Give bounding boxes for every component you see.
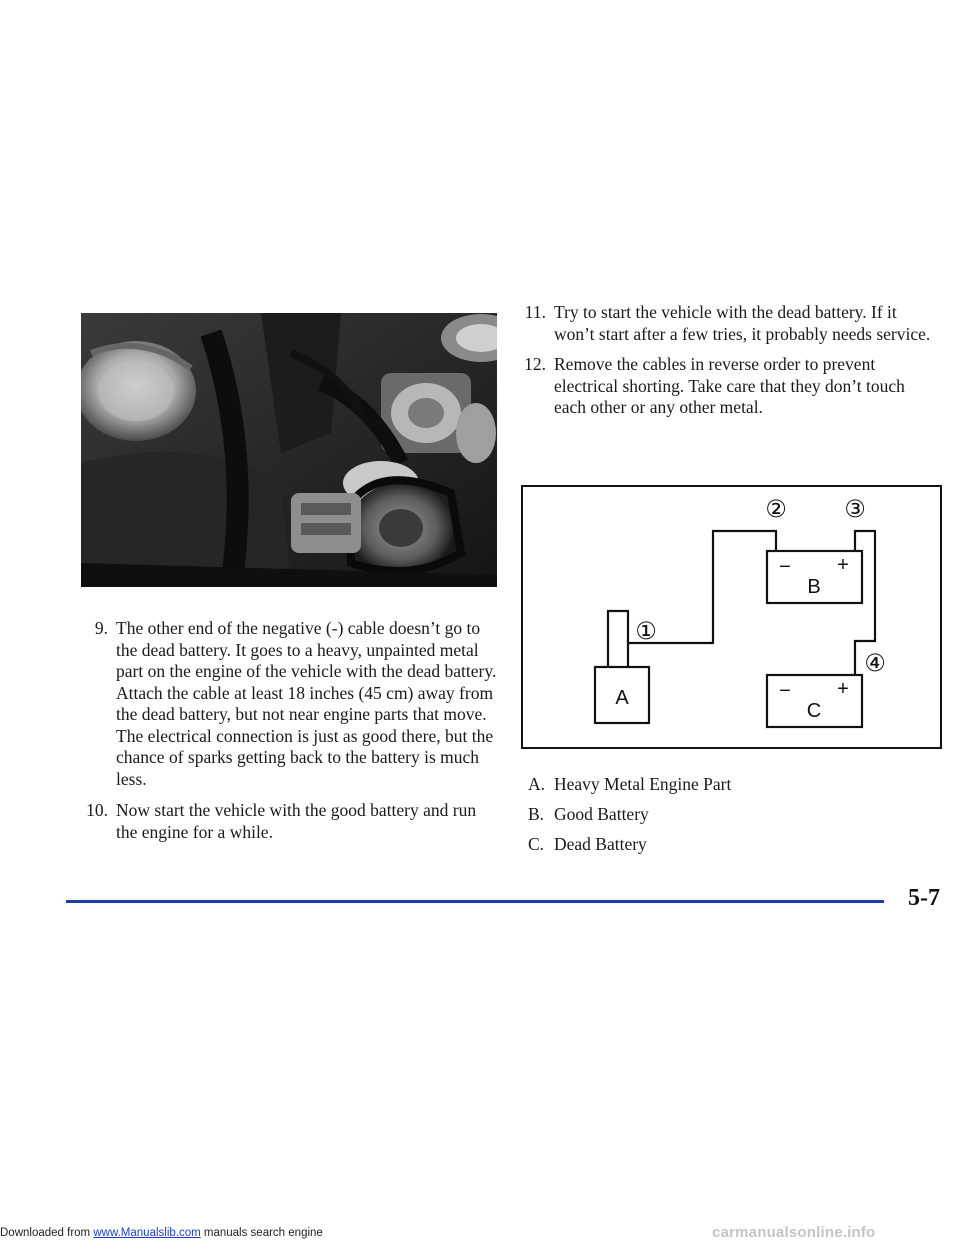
step-12 — [518, 354, 938, 419]
legend-key: A. — [528, 774, 546, 794]
box-c-plus: + — [837, 678, 849, 700]
box-b-minus: − — [779, 556, 791, 578]
box-a-label: A — [615, 687, 629, 709]
page-number: 5-7 — [908, 885, 940, 911]
box-c-minus: − — [779, 680, 791, 702]
jumper-cable-diagram — [521, 485, 942, 749]
box-b-label: B — [807, 576, 821, 598]
step-number: 11. — [524, 302, 546, 322]
legend-label: Heavy Metal Engine Part — [554, 774, 732, 794]
legend-item-a — [528, 774, 731, 795]
step-number: 9. — [94, 618, 108, 638]
download-footer — [0, 1227, 323, 1239]
engine-photo — [81, 313, 497, 587]
step-9 — [80, 618, 500, 790]
step-text: Now start the vehicle with the good battery and run the engine for a while. — [116, 800, 477, 842]
step-text: Try to start the vehicle with the dead battery. If it won’t start after a few tries, it probably needs service. — [554, 302, 931, 344]
step-text: The other end of the negative (-) cable doesn’t go to the dead battery. It goes to a heavy, unpainted metal part on the engine of the vehicle with the dead battery. Attach the cable at least 18 inches (45 cm) away from the dead battery, but not near engine parts that move. The electrical connection is just as good there, but the chance of sparks getting back to the battery is much less. — [116, 618, 497, 789]
page-rule — [66, 900, 884, 903]
diagram-legend — [528, 774, 731, 864]
footer-prefix: Downloaded from — [0, 1227, 94, 1239]
callout-1: ① — [635, 618, 657, 645]
footer-suffix: manuals search engine — [200, 1227, 323, 1239]
legend-key: C. — [528, 834, 545, 854]
steps-left — [80, 618, 500, 853]
legend-item-c — [528, 834, 731, 855]
box-b-plus: + — [837, 554, 849, 576]
callout-3: ③ — [844, 496, 866, 523]
steps-right — [518, 302, 938, 428]
callout-4: ④ — [864, 650, 886, 677]
cable-1-post — [608, 611, 628, 667]
step-text: Remove the cables in reverse order to prevent electrical shorting. Take care that they don’t touch each other or any other metal. — [554, 354, 905, 417]
legend-label: Good Battery — [554, 804, 649, 824]
manualslib-link[interactable]: www.Manualslib.com — [93, 1227, 201, 1239]
legend-label: Dead Battery — [554, 834, 647, 854]
step-number: 10. — [86, 800, 108, 820]
legend-key: B. — [528, 804, 545, 824]
callout-2: ② — [765, 496, 787, 523]
box-c-label: C — [806, 700, 822, 722]
step-number: 12. — [524, 354, 546, 374]
legend-item-b — [528, 804, 731, 825]
step-10 — [80, 800, 500, 843]
watermark: carmanualsonline.info — [712, 1224, 876, 1241]
cable-1 — [628, 531, 776, 667]
step-11 — [518, 302, 938, 345]
